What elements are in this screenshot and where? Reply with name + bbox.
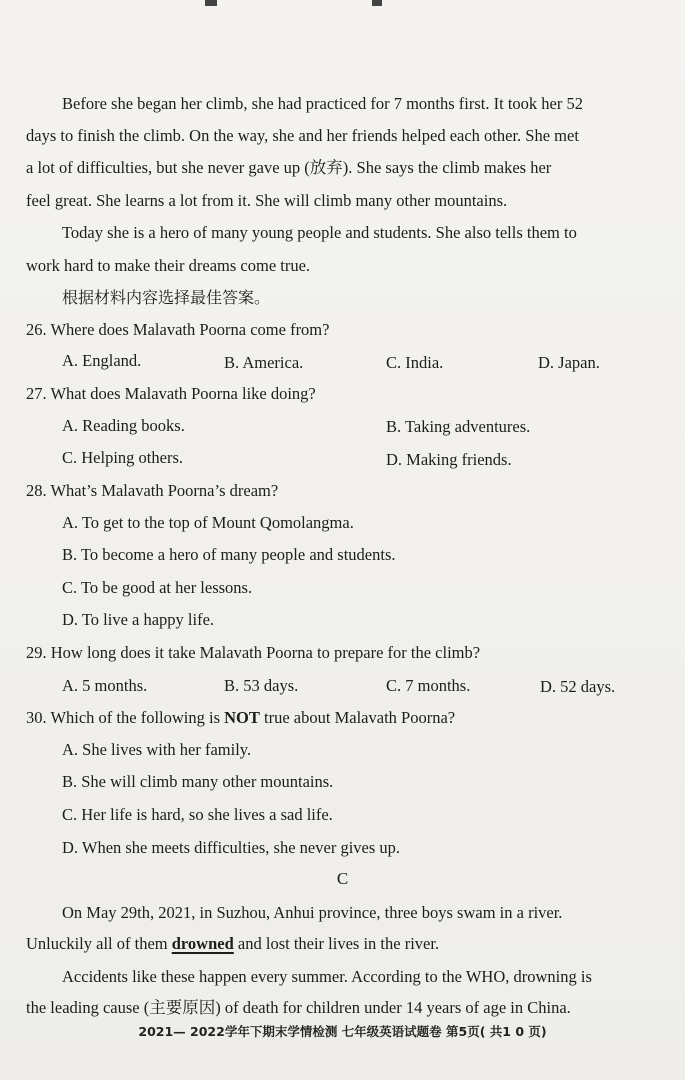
scan-edge-mark: [372, 0, 382, 6]
option-a: A. England.: [62, 351, 142, 370]
section-heading: C: [336, 869, 349, 888]
option-b: B. 53 days.: [224, 676, 299, 695]
option-d: D. 52 days.: [540, 677, 616, 696]
option-b: B. America.: [224, 353, 304, 372]
question-stem: 28. What’s Malavath Poorna’s dream?: [26, 481, 279, 500]
highlighted-word: drowned: [171, 934, 234, 953]
passage-b-line: work hard to make their dreams come true.: [26, 256, 311, 275]
passage-b-line: days to finish the climb. On the way, she and her friends helped each other. She met: [26, 126, 579, 145]
option-b: B. To become a hero of many people and students.: [62, 545, 396, 564]
question-stem: 26. Where does Malavath Poorna come from?: [26, 320, 330, 339]
option-d: D. Making friends.: [386, 450, 512, 469]
passage-b-line: Before she began her climb, she had practiced for 7 months first. It took her 52: [62, 94, 583, 113]
option-a: A. She lives with her family.: [62, 740, 252, 759]
question-stem: 27. What does Malavath Poorna like doing?: [26, 384, 316, 403]
page-footer: 2021— 2022学年下期末学情检测 七年级英语试题卷 第5页( 共1 0 页): [138, 1024, 547, 1039]
passage-b-line: feel great. She learns a lot from it. She will climb many other mountains.: [26, 191, 508, 210]
passage-c-text: and lost their lives in the river.: [233, 934, 440, 953]
scan-edge-mark: [205, 0, 217, 6]
option-a: A. Reading books.: [62, 416, 185, 435]
passage-c-line: On May 29th, 2021, in Suzhou, Anhui province, three boys swam in a river.: [62, 903, 563, 922]
option-c: C. Helping others.: [62, 448, 183, 467]
option-c: C. 7 months.: [386, 676, 471, 695]
option-c: C. India.: [386, 353, 444, 372]
emphasis-not: NOT: [224, 708, 260, 727]
option-d: D. To live a happy life.: [62, 610, 215, 629]
question-stem: 29. How long does it take Malavath Poorna to prepare for the climb?: [26, 643, 481, 662]
option-b: B. Taking adventures.: [386, 417, 531, 436]
option-a: A. 5 months.: [62, 676, 148, 695]
option-d: D. Japan.: [538, 353, 600, 372]
instruction: 根据材料内容选择最佳答案。: [62, 288, 271, 307]
passage-c-line: [26, 934, 439, 954]
option-c: C. Her life is hard, so she lives a sad life.: [62, 805, 333, 824]
question-stem-text: 30. Which of the following is: [26, 708, 225, 727]
passage-b-line: a lot of difficulties, but she never gave up (放弃). She says the climb makes her: [26, 158, 552, 177]
passage-c-line: the leading cause (主要原因) of death for children under 14 years of age in China.: [26, 998, 571, 1017]
passage-b-line: Today she is a hero of many young people and students. She also tells them to: [62, 223, 577, 242]
option-c: C. To be good at her lessons.: [62, 578, 253, 597]
option-a: A. To get to the top of Mount Qomolangma.: [62, 513, 354, 532]
question-stem-text: true about Malavath Poorna?: [259, 708, 456, 727]
passage-c-text: Unluckily all of them: [26, 934, 172, 953]
question-stem: [26, 708, 455, 728]
passage-c-line: Accidents like these happen every summer. According to the WHO, drowning is: [62, 967, 592, 986]
option-b: B. She will climb many other mountains.: [62, 772, 334, 791]
option-d: D. When she meets difficulties, she never gives up.: [62, 838, 401, 857]
